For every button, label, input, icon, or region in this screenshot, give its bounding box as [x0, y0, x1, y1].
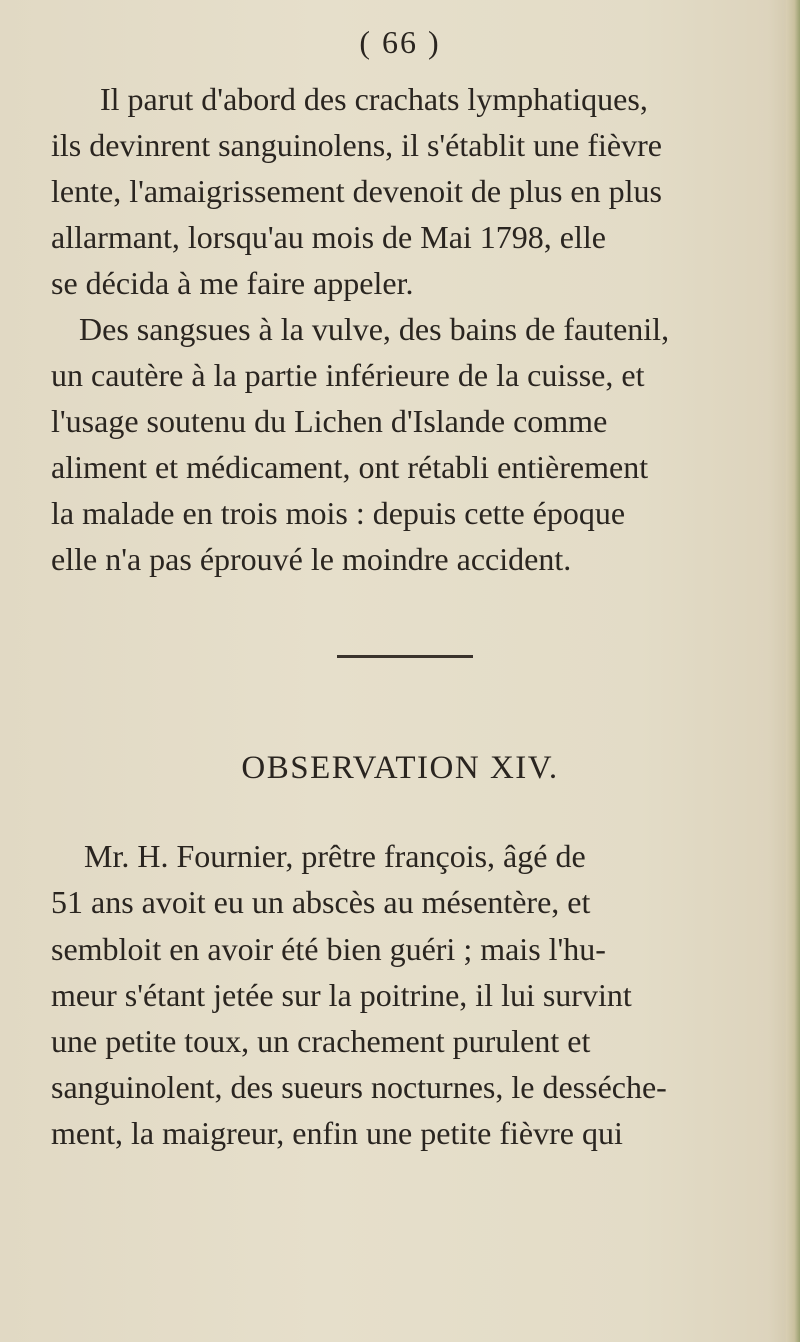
text-line: 51 ans avoit eu un abscès au mésentère, et: [51, 884, 591, 920]
text-line: la malade en trois mois : depuis cette époque: [51, 495, 626, 531]
text-line: Il parut d'abord des crachats lymphatiques,: [100, 81, 648, 117]
text-line: sanguinolent, des sueurs nocturnes, le desséche-: [51, 1069, 667, 1105]
text-line: sembloit en avoir été bien guéri ; mais l'hu-: [51, 931, 606, 967]
text-line: l'usage soutenu du Lichen d'Islande comme: [51, 403, 608, 439]
text-line: lente, l'amaigrissement devenoit de plus en plus: [51, 173, 662, 209]
text-line: allarmant, lorsqu'au mois de Mai 1798, elle: [51, 219, 606, 255]
text-line: elle n'a pas éprouvé le moindre accident.: [51, 541, 572, 577]
text-line: meur s'étant jetée sur la poitrine, il lui survint: [51, 977, 632, 1013]
section-divider: [337, 655, 473, 658]
text-line: Des sangsues à la vulve, des bains de fautenil,: [79, 311, 670, 347]
text-line: aliment et médicament, ont rétabli entièrement: [51, 449, 649, 485]
text-line: ils devinrent sanguinolens, il s'établit une fièvre: [51, 127, 662, 163]
text-line: se décida à me faire appeler.: [51, 265, 414, 301]
text-line: une petite toux, un crachement purulent et: [51, 1023, 591, 1059]
page-edge: [786, 0, 800, 1342]
text-line: ment, la maigreur, enfin une petite fièvre qui: [51, 1115, 623, 1151]
text-line: Mr. H. Fournier, prêtre françois, âgé de: [84, 838, 586, 874]
text-line: un cautère à la partie inférieure de la cuisse, et: [51, 357, 645, 393]
section-heading: OBSERVATION XIV.: [241, 750, 559, 786]
page-number: ( 66 ): [359, 24, 441, 60]
